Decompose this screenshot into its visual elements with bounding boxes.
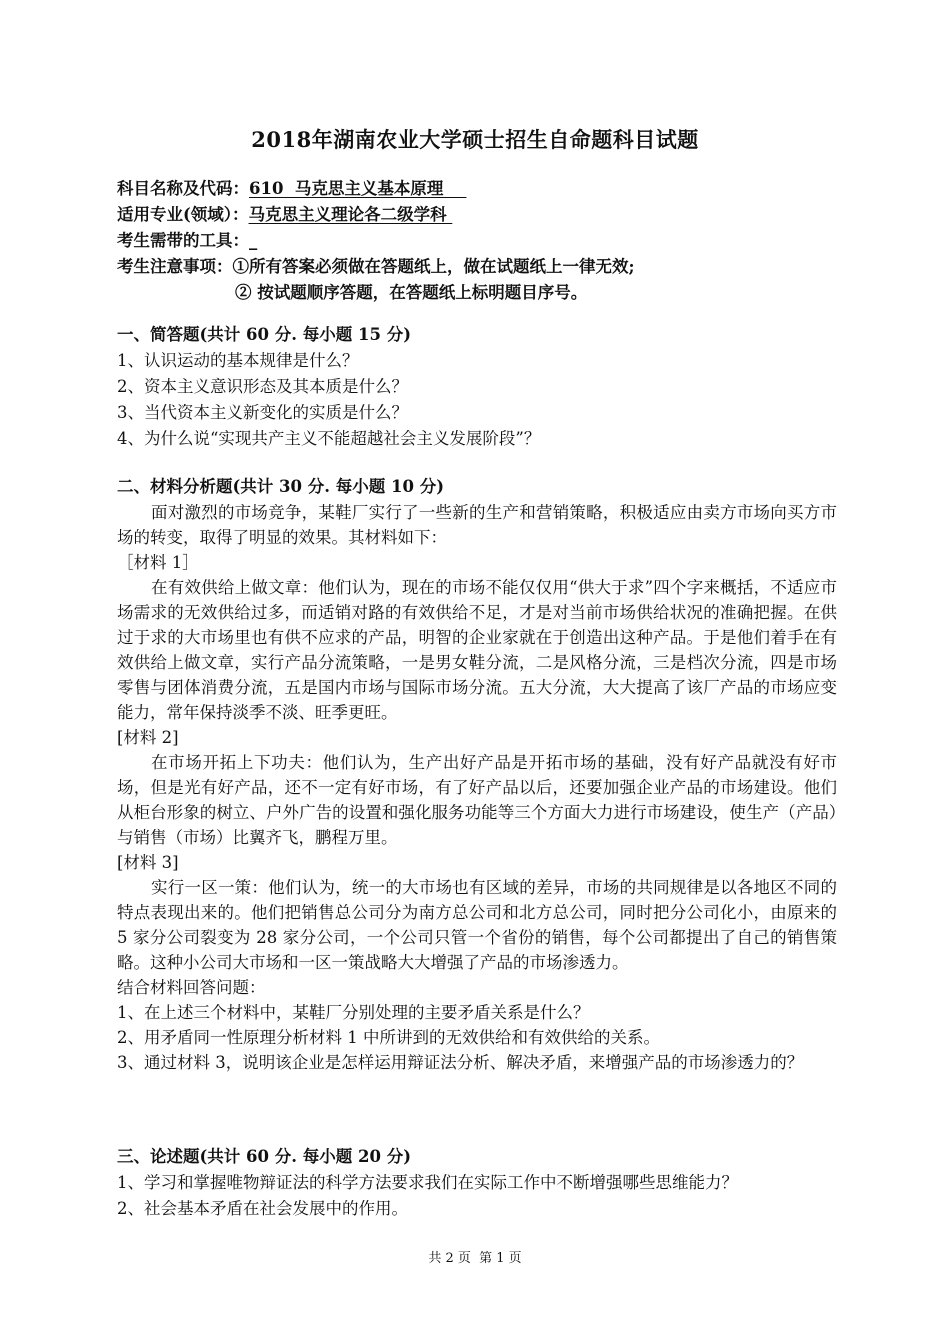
material-1-text: 在有效供给上做文章：他们认为，现在的市场不能仅仅用“供大于求”四个字来概括，不适应市场需求的无效供给过多，而适销对路的有效供给不足，才是对当前市场供给状况的准确把握。在供过于求的大市场里也有供不应求的产品，明智的企业家就在于创造出这种产品。于是他们着手在有效供给上做文章，实行产品分流策略，一是男女鞋分流，二是风格分流，三是档次分流，四是市场零售与团体消费分流，五是国内市场与国际市场分流。五大分流，大大提高了该厂产品的市场应变能力，常年保持淡季不淡、旺季更旺。: [117, 578, 837, 722]
major-value: 马克思主义理论各二级学科: [248, 205, 453, 224]
notes-label: 考生注意事项：: [117, 257, 233, 276]
question: 2、社会基本矛盾在社会发展中的作用。: [117, 1199, 408, 1218]
question: 1、在上述三个材料中，某鞋厂分别处理的主要矛盾关系是什么？: [117, 1003, 590, 1022]
question: 4、为什么说“实现共产主义不能超越社会主义发展阶段”？: [117, 429, 541, 448]
subject-value: 610 马克思主义基本原理: [249, 179, 467, 198]
material-3-label: [材料 3]: [117, 853, 179, 872]
tools-line: [117, 228, 837, 254]
section1-heading: 一、简答题(共计 60 分. 每小题 15 分): [117, 325, 412, 344]
section2-intro: 面对激烈的市场竞争，某鞋厂实行了一些新的生产和营销策略，积极适应由卖方市场向买方市场的转变，取得了明显的效果。其材料如下：: [117, 503, 837, 547]
material-1-label: ［材料 1］: [117, 553, 199, 572]
question: 1、学习和掌握唯物辩证法的科学方法要求我们在实际工作中不断增强哪些思维能力？: [117, 1173, 738, 1192]
exam-title: 2018年湖南农业大学硕士招生自命题科目试题: [251, 127, 699, 152]
section-material-analysis: [117, 474, 837, 1075]
section-short-answer: [117, 322, 837, 452]
subject-label: 科目名称及代码：: [117, 179, 249, 198]
subject-line: [117, 176, 837, 202]
question: 2、资本主义意识形态及其本质是什么？: [117, 377, 408, 396]
section3-heading: 三、论述题(共计 60 分. 每小题 20 分): [117, 1147, 412, 1166]
section2-prompt: 结合材料回答问题：: [117, 978, 266, 997]
tools-label: 考生需带的工具：: [117, 231, 249, 250]
tools-value: _: [249, 231, 258, 250]
question: 3、当代资本主义新变化的实质是什么？: [117, 403, 408, 422]
major-label: 适用专业(领域）：: [117, 205, 249, 224]
material-2-text: 在市场开拓上下功夫：他们认为，生产出好产品是开拓市场的基础，没有好产品就没有好市场，但是光有好产品，还不一定有好市场，有了好产品以后，还要加强企业产品的市场建设。他们从柜台形象的树立、户外广告的设置和强化服务功能等三个方面大力进行市场建设，使生产（产品）与销售（市场）比翼齐飞，鹏程万里。: [117, 753, 837, 847]
notes-line: [117, 254, 837, 280]
note-2: ② 按试题顺序答题，在答题纸上标明题目序号。: [235, 283, 588, 302]
exam-header-info: [117, 176, 837, 306]
page-footer: 共 2 页 第 1 页: [428, 1251, 522, 1266]
material-2-label: [材料 2]: [117, 728, 179, 747]
question: 3、通过材料 3，说明该企业是怎样运用辩证法分析、解决矛盾，来增强产品的市场渗透力的？: [117, 1053, 804, 1072]
section-essay: [117, 1144, 837, 1222]
major-line: [117, 202, 837, 228]
material-3-text: 实行一区一策：他们认为，统一的大市场也有区域的差异，市场的共同规律是以各地区不同的特点表现出来的。他们把销售总公司分为南方总公司和北方总公司，同时把分公司化小，由原来的 5 家分公司裂变为 28 家分公司，一个公司只管一个省份的销售，每个公司都提出了自己的销售策略。这种小公司大市场和一区一策战略大大增强了产品的市场渗透力。: [117, 878, 837, 972]
note-1: ①所有答案必须做在答题纸上，做在试题纸上一律无效;: [232, 257, 635, 276]
question: 1、认识运动的基本规律是什么？: [117, 351, 359, 370]
question: 2、用矛盾同一性原理分析材料 1 中所讲到的无效供给和有效供给的关系。: [117, 1028, 660, 1047]
section2-heading: 二、材料分析题(共计 30 分. 每小题 10 分): [117, 477, 445, 496]
